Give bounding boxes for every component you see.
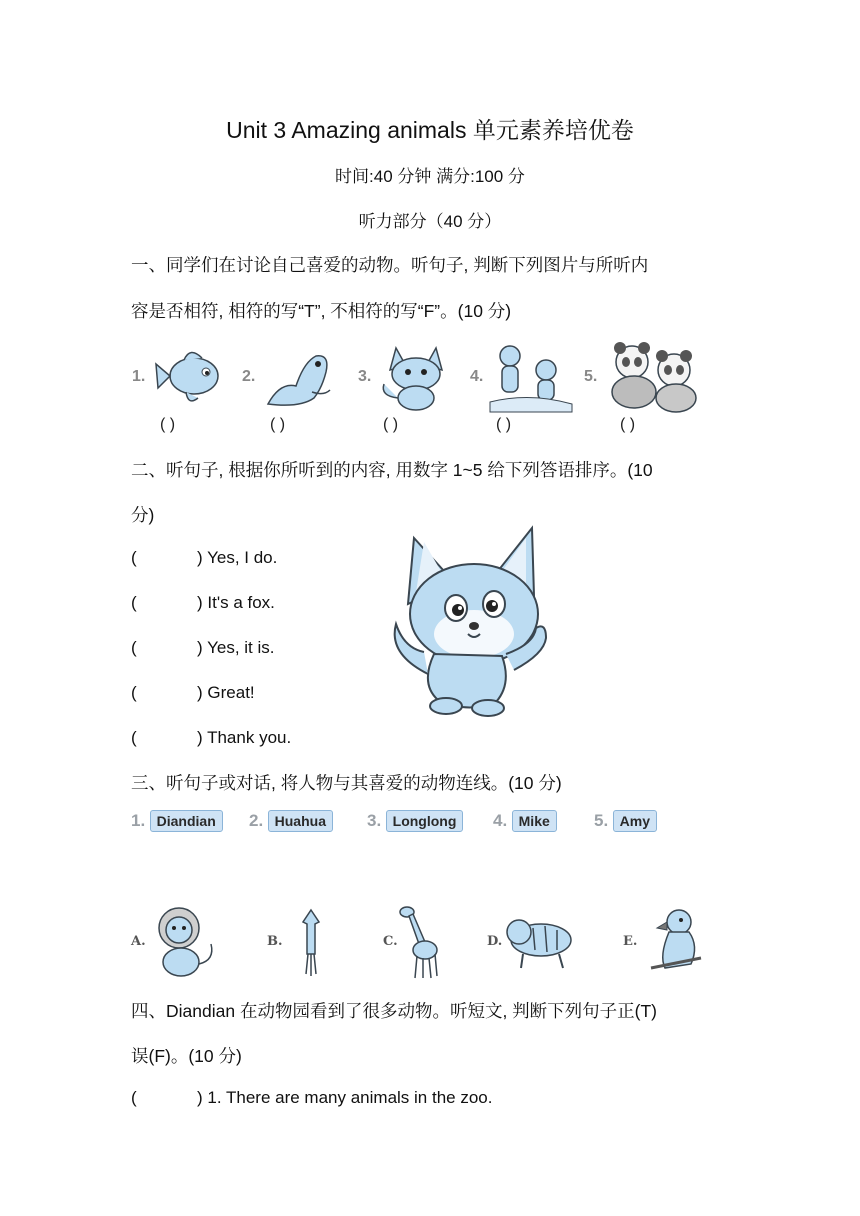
person-name-box: Mike	[512, 810, 557, 832]
q2-answer-row[interactable]	[131, 683, 255, 703]
option-letter: B.	[267, 934, 283, 949]
q1-number: 3.	[358, 368, 372, 385]
person-2[interactable]	[249, 810, 333, 832]
q4-instruction-line2: 误(F)。(10 分)	[131, 1046, 242, 1066]
q1-answer-blank[interactable]: ( )	[383, 416, 399, 433]
q1-number: 1.	[132, 368, 146, 385]
person-5[interactable]	[594, 810, 657, 832]
open-paren: (	[131, 1088, 137, 1107]
q1-answer-blank[interactable]: ( )	[620, 416, 636, 433]
q2-answer-row[interactable]	[131, 548, 277, 568]
person-3[interactable]	[367, 810, 463, 832]
q4-item-row[interactable]	[131, 1088, 492, 1108]
answer-text: It's a fox.	[207, 593, 275, 612]
seal-picture	[260, 342, 340, 412]
lion-picture[interactable]	[149, 904, 223, 980]
open-paren: (	[131, 593, 137, 612]
q1-instruction-line2: 容是否相符, 相符的写“T”, 不相符的写“F”。(10 分)	[131, 301, 512, 321]
person-number: 1.	[131, 811, 146, 830]
q1-number: 2.	[242, 368, 256, 385]
person-1[interactable]	[131, 810, 223, 832]
close-paren: )	[197, 548, 203, 567]
q1-answer-blank[interactable]: ( )	[160, 416, 176, 433]
person-number: 5.	[594, 811, 609, 830]
q1-answer-blank[interactable]: ( )	[496, 416, 512, 433]
item-text: 1. There are many animals in the zoo.	[207, 1088, 493, 1107]
q3-people-row	[131, 810, 691, 836]
q2-answer-row[interactable]	[131, 728, 291, 748]
person-number: 3.	[367, 811, 382, 830]
person-name-box: Longlong	[386, 810, 464, 832]
q1-number: 5.	[584, 368, 598, 385]
q2-instruction-line2: 分)	[131, 505, 155, 525]
answer-text: Great!	[207, 683, 255, 702]
person-name-box: Huahua	[268, 810, 333, 832]
giraffe-picture[interactable]	[395, 904, 443, 980]
q2-answer-row[interactable]	[131, 593, 275, 613]
q1-answer-blank[interactable]: ( )	[270, 416, 286, 433]
open-paren: (	[131, 548, 137, 567]
option-letter: D.	[487, 934, 503, 949]
answer-text: Yes, it is.	[207, 638, 275, 657]
fox-picture	[376, 340, 456, 412]
fish-picture	[150, 342, 230, 412]
open-paren: (	[131, 728, 137, 747]
q1-instruction-line1: 一、同学们在讨论自己喜爱的动物。听句子, 判断下列图片与所听内	[131, 255, 649, 275]
close-paren: )	[197, 593, 203, 612]
person-name-box: Diandian	[150, 810, 223, 832]
open-paren: (	[131, 683, 137, 702]
q2-answer-row[interactable]	[131, 638, 275, 658]
option-letter: C.	[383, 934, 398, 949]
page-title: Unit 3 Amazing animals 单元素养培优卷	[226, 117, 634, 143]
open-paren: (	[131, 638, 137, 657]
close-paren: )	[197, 683, 203, 702]
q3-instruction: 三、听句子或对话, 将人物与其喜爱的动物连线。(10 分)	[131, 773, 562, 793]
option-letter: E.	[623, 934, 638, 949]
close-paren: )	[197, 1088, 203, 1107]
q4-instruction-line1: 四、Diandian 在动物园看到了很多动物。听短文, 判断下列句子正(T)	[131, 1001, 658, 1021]
big-fox-illustration	[384, 524, 556, 720]
q2-instruction-line1: 二、听句子, 根据你所听到的内容, 用数字 1~5 给下列答语排序。(10	[131, 460, 653, 480]
answer-text: Thank you.	[207, 728, 292, 747]
q1-pictures	[130, 340, 730, 440]
parrot-picture[interactable]	[645, 906, 705, 974]
exam-meta: 时间:40 分钟 满分:100 分	[335, 167, 525, 186]
close-paren: )	[197, 728, 203, 747]
q3-animals-row	[131, 900, 731, 980]
answer-text: Yes, I do.	[207, 548, 278, 567]
person-number: 4.	[493, 811, 508, 830]
tiger-picture[interactable]	[503, 910, 579, 972]
close-paren: )	[197, 638, 203, 657]
person-number: 2.	[249, 811, 264, 830]
person-4[interactable]	[493, 810, 557, 832]
q1-number: 4.	[470, 368, 484, 385]
option-letter: A.	[131, 934, 146, 949]
section-label: 听力部分（40 分）	[358, 212, 502, 231]
person-name-box: Amy	[613, 810, 657, 832]
monkeys-picture	[486, 342, 576, 414]
squid-picture[interactable]	[299, 908, 323, 978]
pandas-picture	[602, 340, 706, 414]
